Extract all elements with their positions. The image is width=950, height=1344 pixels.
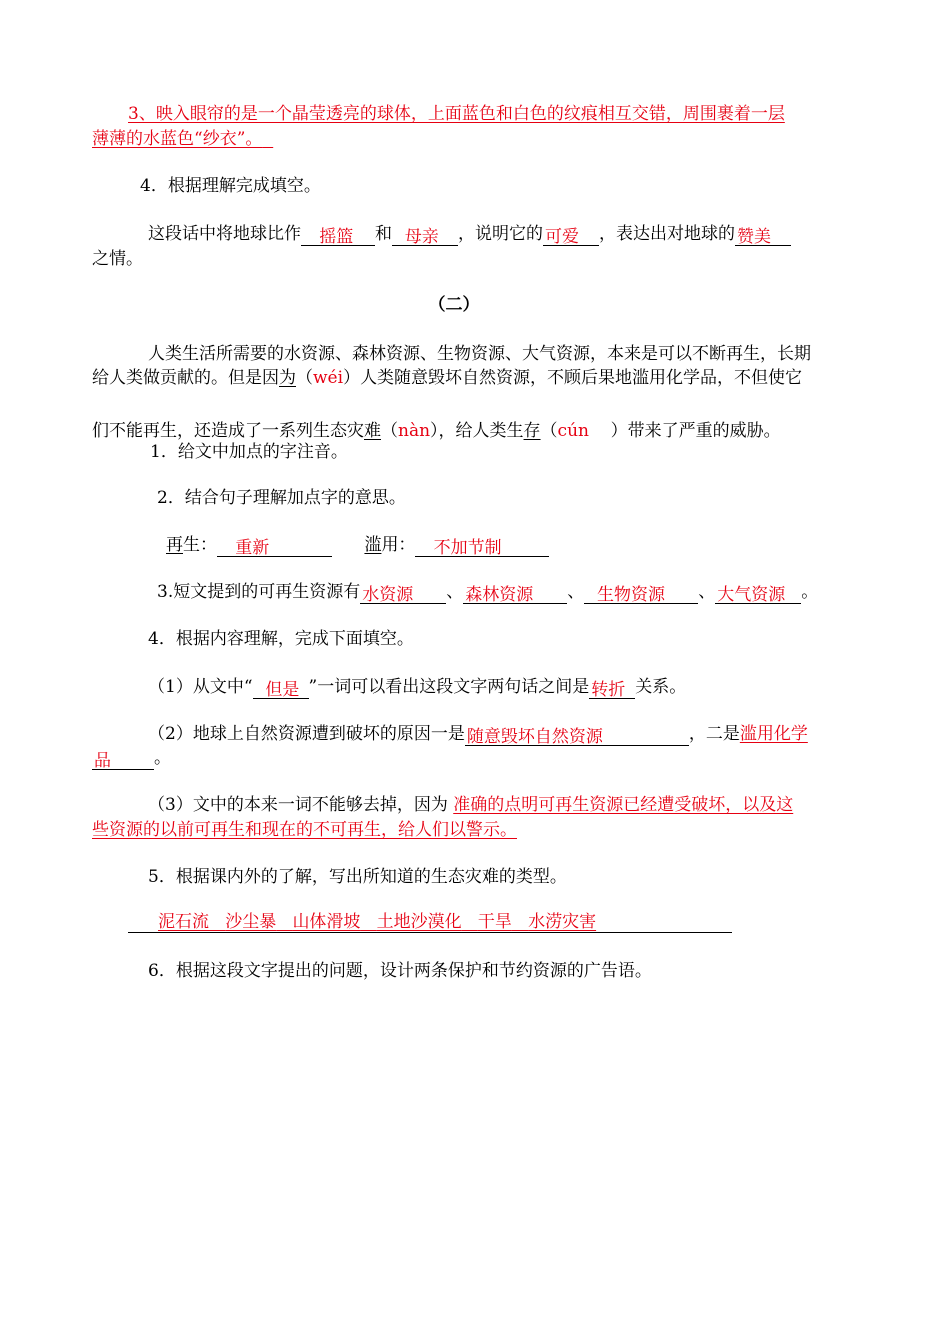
answer-line	[158, 910, 596, 934]
dotted-char: 为	[279, 368, 296, 388]
answer-text: 滥用化学	[739, 724, 808, 744]
fill-sentence	[157, 580, 818, 604]
answer-text: 品	[94, 751, 111, 771]
answer-text: 随意毁坏自然资源	[466, 727, 603, 747]
text: 生：	[183, 535, 217, 555]
answer-line	[128, 102, 785, 126]
text: ，给人类生	[438, 421, 524, 441]
dotted-char: 存	[523, 421, 541, 441]
fill-sentence	[148, 675, 686, 699]
text: 、	[698, 582, 716, 602]
fill-sentence	[92, 746, 171, 770]
text: 和	[375, 224, 392, 244]
text: 3.短文提到的可再生资源有	[157, 582, 361, 602]
answer-text: 母亲	[404, 227, 439, 247]
answer-text: 水涝灾害	[528, 912, 597, 932]
section-heading: （二）	[428, 295, 480, 315]
answer-blank	[392, 225, 458, 246]
pinyin-answer: wéi	[313, 368, 344, 388]
text: 用：	[381, 535, 416, 555]
text: （1）从文中“	[148, 677, 253, 697]
answer-text: 但是	[265, 680, 300, 700]
pinyin-answer: nàn	[398, 421, 431, 441]
text: 给人类做贡献的。但是因	[92, 368, 279, 388]
answer-blank	[92, 749, 154, 770]
question-title: 1．给文中加点的字注音。	[150, 442, 348, 462]
fill-sentence	[148, 793, 793, 817]
passage-line: 们不能再生，还造成了一系列生态灾难（nàn），给人类生存（cún ）带来了严重的威胁。	[92, 421, 781, 441]
answer-blank	[543, 225, 599, 246]
answer-blank	[253, 678, 309, 699]
answer-text: 土地沙漠化	[376, 912, 462, 932]
answer-text: 水资源	[362, 585, 414, 605]
question-title: 4．根据内容理解，完成下面填空。	[148, 629, 414, 649]
answer-text: 生物资源	[597, 585, 666, 605]
question-title: 4．根据理解完成填空。	[140, 176, 321, 196]
text: 、	[567, 582, 585, 602]
passage-line: 人类生活所需要的水资源、森林资源、生物资源、大气资源，本来是可以不断再生，长期	[148, 344, 811, 364]
text: 。	[801, 582, 819, 602]
text: 这段话中将地球比作	[148, 224, 301, 244]
answer-text: 山体滑坡	[292, 912, 361, 932]
text: （2）地球上自然资源遭到破坏的原因一是	[148, 724, 465, 744]
text: 关系。	[635, 677, 687, 697]
answer-text: 森林资源	[465, 585, 534, 605]
question-title: 5．根据课内外的了解，写出所知道的生态灾难的类型。	[148, 867, 567, 887]
answer-blank	[735, 225, 791, 246]
answer-text: 干旱	[477, 912, 512, 932]
dotted-char: 滥	[364, 535, 382, 555]
text: 人类随意毁坏自然资源，不顾后果地滥用化学品，不但使它	[360, 368, 803, 388]
passage-line: 给人类做贡献的。但是因为（wéi）人类随意毁坏自然资源，不顾后果地滥用化学品，不但使它	[92, 368, 803, 388]
answer-blank	[415, 536, 549, 557]
answer-text: 3、映入眼帘的是一个晶莹透亮的球体，上面蓝色和白色的纹痕相互交错，周围裹着一层	[128, 104, 785, 124]
answer-text: 不加节制	[433, 538, 502, 558]
answer-text: 转折	[591, 680, 626, 700]
answer-blank	[360, 583, 446, 604]
fill-sentence	[148, 222, 791, 246]
pinyin-answer: cún	[557, 421, 589, 441]
question-title: 2．结合句子理解加点字的意思。	[157, 488, 406, 508]
answer-text: 可爱	[545, 227, 579, 247]
answer-line	[92, 127, 273, 151]
answer-blank	[465, 725, 689, 746]
answer-blank	[589, 678, 635, 699]
answer-blank	[301, 225, 375, 246]
text: （3）文中的本来一词不能够去掉，因为	[148, 795, 448, 815]
answer-text: 重新	[235, 538, 270, 558]
answer-text: 大气资源	[717, 585, 786, 605]
text: ，表达出对地球的	[599, 224, 735, 244]
answer-text: 泥石流	[158, 912, 209, 932]
text: ，说明它的	[458, 224, 543, 244]
answer-blank	[584, 583, 698, 604]
fill-sentence	[148, 722, 808, 746]
text: ，二是	[688, 724, 740, 744]
answer-blank	[715, 583, 801, 604]
dotted-char: 难	[364, 421, 381, 441]
dotted-char: 再	[166, 535, 183, 555]
text: 之情。	[92, 249, 143, 269]
fill-sentence	[166, 533, 549, 557]
answer-line	[92, 818, 517, 842]
answer-blank	[463, 583, 567, 604]
answer-text: 薄薄的水蓝色“纱衣”。	[92, 129, 263, 149]
text: 、	[446, 582, 464, 602]
text: 带来了严重的威胁。	[627, 421, 781, 441]
text: 。	[154, 748, 171, 768]
answer-text: 准确的点明可再生资源已经遭受破坏，以及这	[453, 795, 794, 815]
answer-text: 沙尘暴	[225, 912, 277, 932]
answer-text: 赞美	[737, 227, 771, 247]
answer-text: 些资源的以前可再生和现在的不可再生，给人们以警示。	[92, 820, 517, 840]
answer-text: 摇篮	[319, 227, 354, 247]
question-title: 6．根据这段文字提出的问题，设计两条保护和节约资源的广告语。	[148, 961, 652, 981]
text: 们不能再生，还造成了一系列生态灾	[92, 421, 364, 441]
text: ”一词可以看出这段文字两句话之间是	[308, 677, 590, 697]
answer-blank	[217, 536, 332, 557]
